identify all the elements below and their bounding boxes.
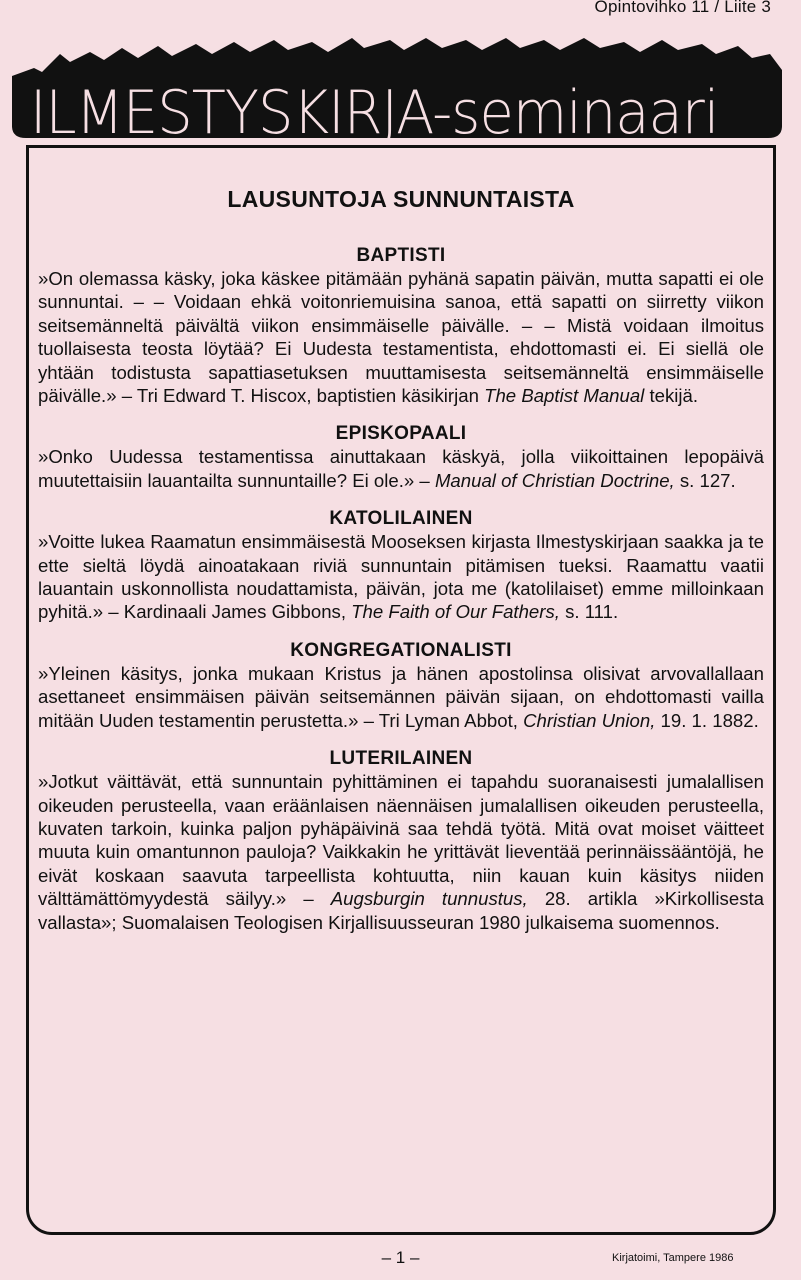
page-number: – 1 – xyxy=(381,1248,420,1267)
section-text: »Yleinen käsitys, jonka mukaan Kristus ja hänen apostolinsa olisivat arvovallallaan asettaneet ensimmäisen päivän seitsemännen päivän sijaan, on ehdottomasti vailla mitään Uuden testamentin perustetta.» – Tri Lyman Abbot, Christian Union, 19. 1. 1882. xyxy=(38,662,764,731)
section-text: »Onko Uudessa testamentissa ainuttakaan käskyä, jolla viikoittainen lepopäivä muutettaisiin lauantailta sunnuntaille? Ei ole.» – Manual of Christian Doctrine, s. 127. xyxy=(38,446,764,491)
seminar-banner xyxy=(12,30,782,148)
section-text: »On olemassa käsky, joka käskee pitämään pyhänä sapatin päivän, mutta sapatti ei ole sunnuntai. – – Voidaan ehkä voitonriemuisina sanoa, että sapatti on siirretty viikon seitsemänneltä päivältä viikon ensimmäiselle päivälle. – – Mistä voidaan ilmoitus tuollaisesta teosta löytää? Ei Uudesta testamentista, ehdottomasti ei. Ei siellä ole yhtään todistusta sapattiasetuksen muuttamisesta seitsemänneltä ensimmäiselle päivälle.» – Tri Edward T. Hiscox, baptistien käsikirjan The Baptist Manual tekijä. xyxy=(38,268,764,407)
section-heading: LUTERILAINEN xyxy=(329,748,473,770)
section-episkopaali xyxy=(38,423,764,492)
section-heading: KONGREGATIONALISTI xyxy=(290,639,512,661)
publisher-credit: Kirjatoimi, Tampere 1986 xyxy=(612,1252,734,1264)
section-text: »Voitte lukea Raamatun ensimmäisestä Mooseksen kirjasta Ilmestyskirjaan saakka ja te ette sieltä löydä ainoatakaan riviä sunnuntain pitämisen tueksi. Raamattu vaatii lauantain uskonnollista noudattamista, päivän, jota me (katolilaiset) emme milloinkaan pyhitä.» – Kardinaali James Gibbons, The Faith of Our Fathers, s. 111. xyxy=(38,531,764,623)
section-heading: KATOLILAINEN xyxy=(329,508,473,530)
section-heading: EPISKOPAALI xyxy=(335,423,467,445)
booklet-reference: Opintovihko 11 / Liite 3 xyxy=(594,0,771,16)
main-content xyxy=(38,186,764,950)
page-title: LAUSUNTOJA SUNNUNTAISTA xyxy=(227,186,575,212)
section-luterilainen xyxy=(38,748,764,934)
banner-title: ILMESTYSKIRJA-seminaari xyxy=(30,78,719,148)
section-text: »Jotkut väittävät, että sunnuntain pyhittäminen ei tapahdu suoranaisesti jumalallisen oikeuden perusteella, vaan eräänlaisen näennäisen jumalallisen oikeuden perusteella, kuvaten tarkoin, kuinka paljon pyhäpäivinä saa tehdä työtä. Mitä ovat moiset väitteet muuta kuin omantunnon pauloja? Vaikkakin he yrittävät lieventää perinnäissääntöjä, he eivät koskaan saavuta tarpeellista kohtuutta, niin kauan kuin käsitys niiden välttämättömyydestä säilyy.» – Augsburgin tunnustus, 28. artikla »Kirkollisesta vallasta»; Suomalaisen Teologisen Kirjallisuusseuran 1980 julkaisema suomennos. xyxy=(38,771,765,933)
section-heading: BAPTISTI xyxy=(356,245,446,266)
section-katolilainen xyxy=(38,508,764,624)
section-baptisti xyxy=(38,245,764,407)
section-kongregationalisti xyxy=(38,640,764,732)
